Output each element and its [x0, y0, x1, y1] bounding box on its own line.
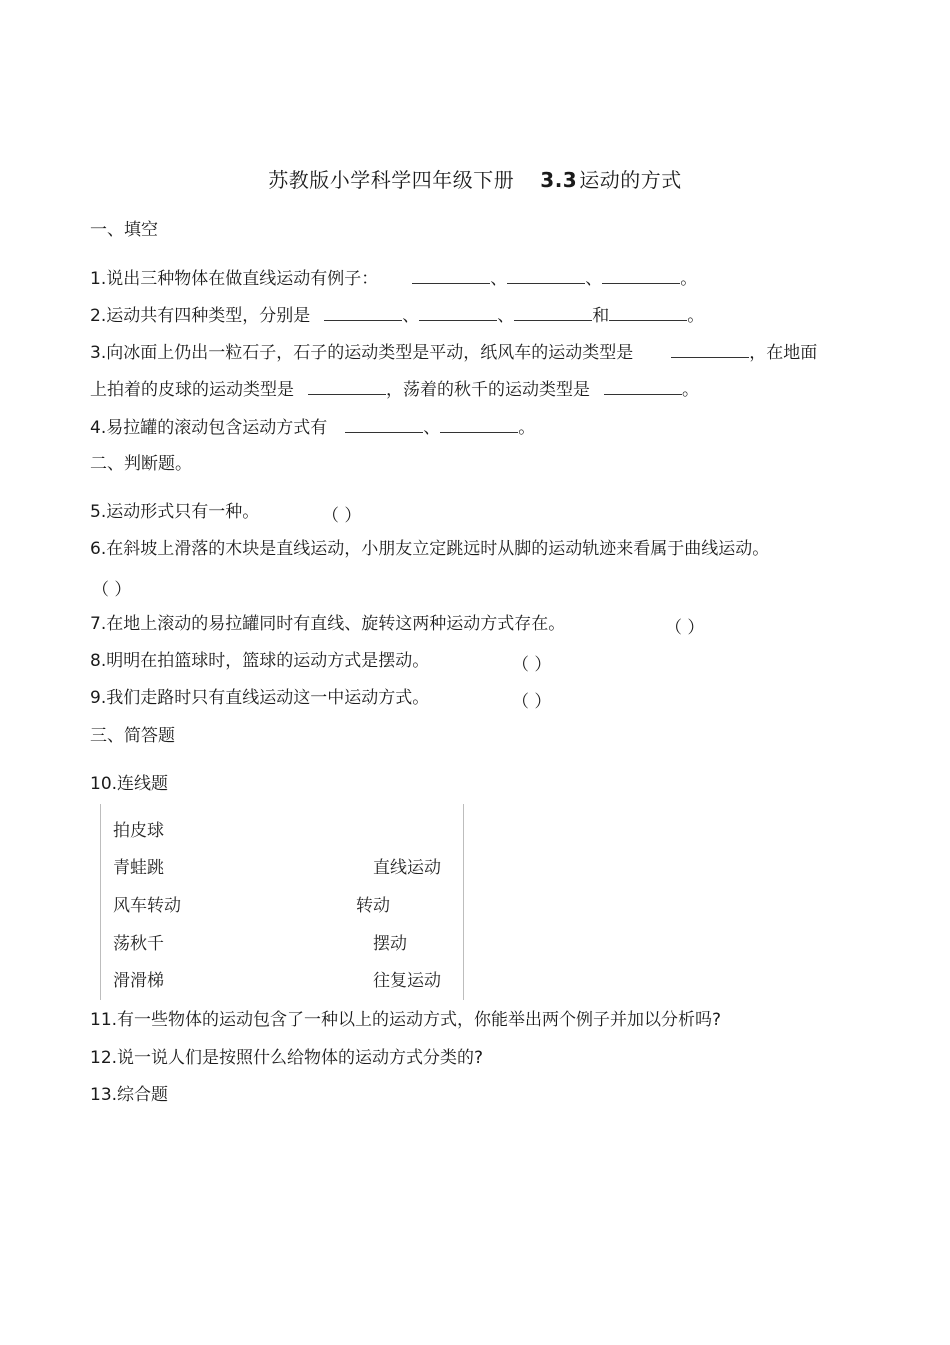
question-4-text: 4.易拉罐的滚动包含运动方式有	[90, 418, 328, 438]
section-heading-fill: 一、填空	[90, 220, 158, 240]
answer-blank[interactable]	[308, 380, 386, 395]
period: 。	[680, 269, 698, 289]
title-text: 苏教版小学科学四年级下册	[268, 168, 515, 192]
answer-parentheses[interactable]: （ ）	[322, 506, 362, 526]
title-topic: 运动的方式	[579, 168, 682, 192]
section-heading-judge: 二、判断题。	[90, 454, 192, 474]
match-right-item[interactable]: 往复运动	[373, 971, 441, 991]
question-3-text-b: ，在地面	[749, 343, 818, 363]
match-left-item[interactable]: 滑滑梯	[113, 971, 164, 991]
answer-blank[interactable]	[324, 306, 402, 321]
question-2	[90, 305, 704, 327]
separator: 、	[402, 306, 420, 326]
answer-blank[interactable]	[345, 418, 423, 433]
match-left-item[interactable]: 荡秋千	[113, 934, 164, 954]
question-3-text-c: 上拍着的皮球的运动类型是	[90, 380, 294, 400]
question-12: 12.说一说人们是按照什么给物体的运动方式分类的?	[90, 1048, 484, 1068]
question-3-text-a: 3.向冰面上仍出一粒石子，石子的运动类型是平动，纸风车的运动类型是	[90, 343, 634, 363]
section-heading-short: 三、简答题	[90, 726, 175, 746]
match-left-item[interactable]: 拍皮球	[113, 821, 164, 841]
page-title	[0, 164, 950, 193]
answer-blank[interactable]	[609, 306, 687, 321]
separator: 、	[423, 418, 441, 438]
match-right-item[interactable]: 直线运动	[373, 858, 441, 878]
answer-blank[interactable]	[671, 343, 749, 358]
answer-blank[interactable]	[602, 269, 680, 284]
answer-parentheses[interactable]: （ ）	[92, 580, 132, 600]
period: 。	[682, 380, 699, 400]
question-8: 8.明明在拍篮球时，篮球的运动方式是摆动。	[90, 651, 430, 671]
question-13: 13.综合题	[90, 1085, 169, 1105]
answer-parentheses[interactable]: （ ）	[512, 655, 552, 675]
answer-parentheses[interactable]: （ ）	[512, 692, 552, 712]
matching-box	[100, 804, 464, 1000]
question-5: 5.运动形式只有一种。	[90, 502, 260, 522]
answer-blank[interactable]	[412, 269, 490, 284]
question-3-text-d: ，荡着的秋千的运动类型是	[386, 380, 590, 400]
match-left-item[interactable]: 风车转动	[113, 896, 181, 916]
title-number: 3.3	[540, 168, 578, 192]
question-3-line-2	[90, 379, 699, 401]
match-right-item[interactable]: 转动	[356, 896, 390, 916]
answer-blank[interactable]	[440, 418, 518, 433]
separator: 、	[497, 306, 515, 326]
and-word: 和	[592, 306, 610, 326]
question-1-text: 1.说出三种物体在做直线运动有例子：	[90, 269, 379, 289]
question-11: 11.有一些物体的运动包含了一种以上的运动方式，你能举出两个例子并加以分析吗?	[90, 1010, 722, 1030]
separator: 、	[585, 269, 603, 289]
question-1	[90, 268, 697, 290]
question-9: 9.我们走路时只有直线运动这一中运动方式。	[90, 688, 430, 708]
period: 。	[518, 418, 536, 438]
question-3-line-1	[90, 342, 817, 364]
question-6: 6.在斜坡上滑落的木块是直线运动，小朋友立定跳远时从脚的运动轨迹来看属于曲线运动。	[90, 539, 770, 559]
answer-blank[interactable]	[507, 269, 585, 284]
separator: 、	[490, 269, 508, 289]
answer-blank[interactable]	[419, 306, 497, 321]
question-2-text: 2.运动共有四种类型，分别是	[90, 306, 311, 326]
period: 。	[687, 306, 705, 326]
answer-blank[interactable]	[514, 306, 592, 321]
question-7: 7.在地上滚动的易拉罐同时有直线、旋转这两种运动方式存在。	[90, 614, 566, 634]
match-right-item[interactable]: 摆动	[373, 934, 407, 954]
question-10: 10.连线题	[90, 774, 169, 794]
question-4	[90, 417, 535, 439]
answer-parentheses[interactable]: （ ）	[665, 618, 705, 638]
match-left-item[interactable]: 青蛙跳	[113, 858, 164, 878]
answer-blank[interactable]	[604, 380, 682, 395]
